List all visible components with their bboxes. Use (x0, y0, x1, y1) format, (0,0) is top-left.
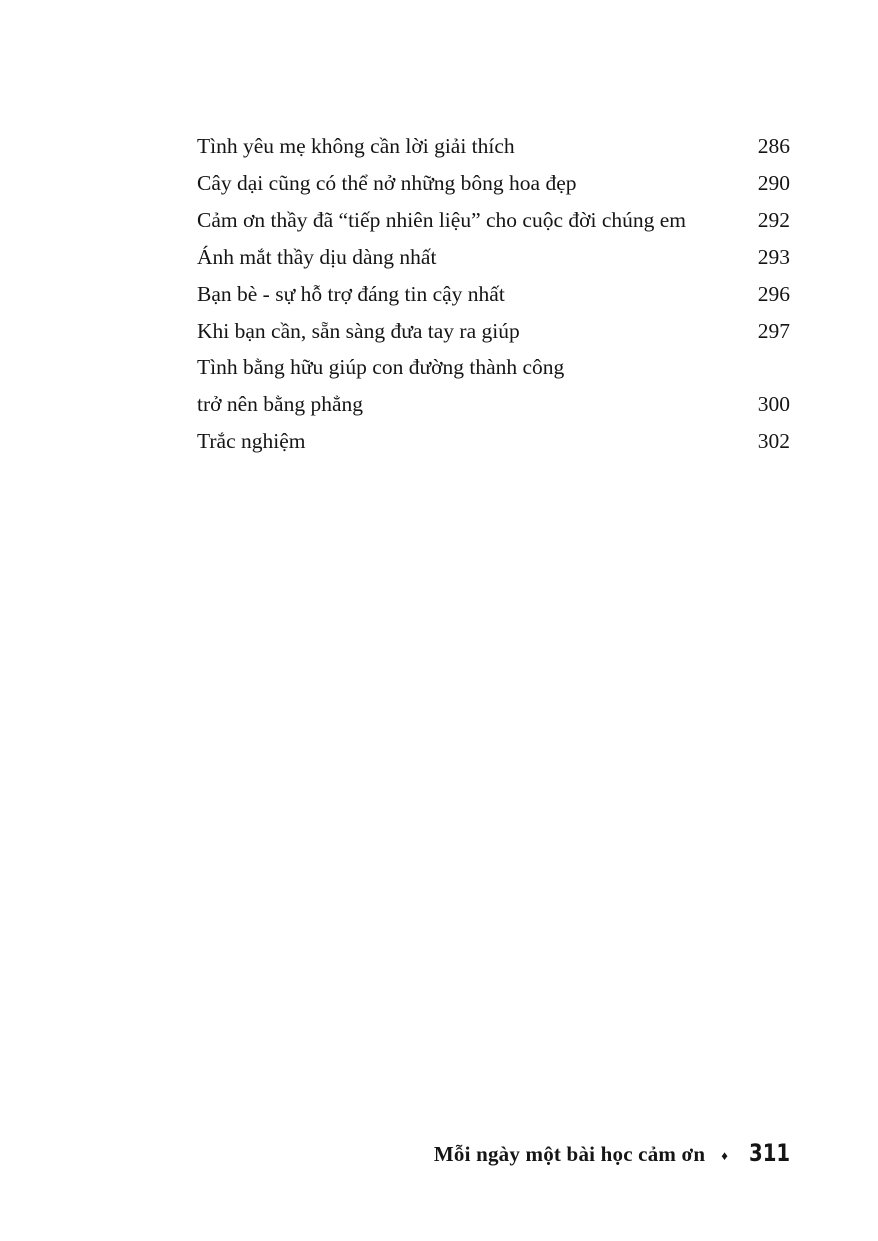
toc-item-title: Cảm ơn thầy đã “tiếp nhiên liệu” cho cuộc đời chúng em (197, 207, 687, 232)
toc-row (197, 128, 790, 165)
folio-page-number: 311 (748, 1139, 790, 1167)
toc-item-title: Khi bạn cần, sẵn sàng đưa tay ra giúp (197, 318, 520, 343)
table-of-contents (197, 128, 790, 460)
toc-row (197, 349, 790, 386)
toc-row (197, 276, 790, 313)
toc-row (197, 313, 790, 350)
page-footer (434, 1139, 790, 1167)
running-title: Mỗi ngày một bài học cảm ơn (433, 1142, 706, 1166)
toc-item-title: Bạn bè - sự hỗ trợ đáng tin cậy nhất (197, 281, 505, 306)
toc-row (197, 202, 790, 239)
toc-item-title-wrapped: trở nên bằng phẳng (197, 392, 364, 417)
toc-row (197, 165, 790, 202)
toc-item-title: Tình yêu mẹ không cần lời giải thích (197, 134, 515, 158)
toc-page-number: 286 (757, 134, 790, 158)
toc-item-title: Ánh mắt thầy dịu dàng nhất (197, 244, 437, 269)
toc-page-number: 302 (757, 429, 790, 454)
toc-row (197, 386, 790, 423)
toc-row (197, 423, 790, 460)
toc-page-number: 297 (757, 318, 790, 343)
diamond-icon: ♦ (721, 1148, 728, 1163)
toc-page-number: 296 (757, 281, 790, 306)
toc-item-title: Tình bằng hữu giúp con đường thành công (197, 355, 565, 380)
toc-item-title: Trắc nghiệm (197, 429, 306, 454)
toc-page-number: 293 (757, 244, 790, 269)
toc-page-number: 292 (757, 207, 790, 232)
toc-row (197, 239, 790, 276)
toc-page-number: 290 (757, 170, 790, 195)
toc-page-number: 300 (757, 392, 790, 417)
toc-item-title: Cây dại cũng có thể nở những bông hoa đẹp (197, 170, 577, 195)
